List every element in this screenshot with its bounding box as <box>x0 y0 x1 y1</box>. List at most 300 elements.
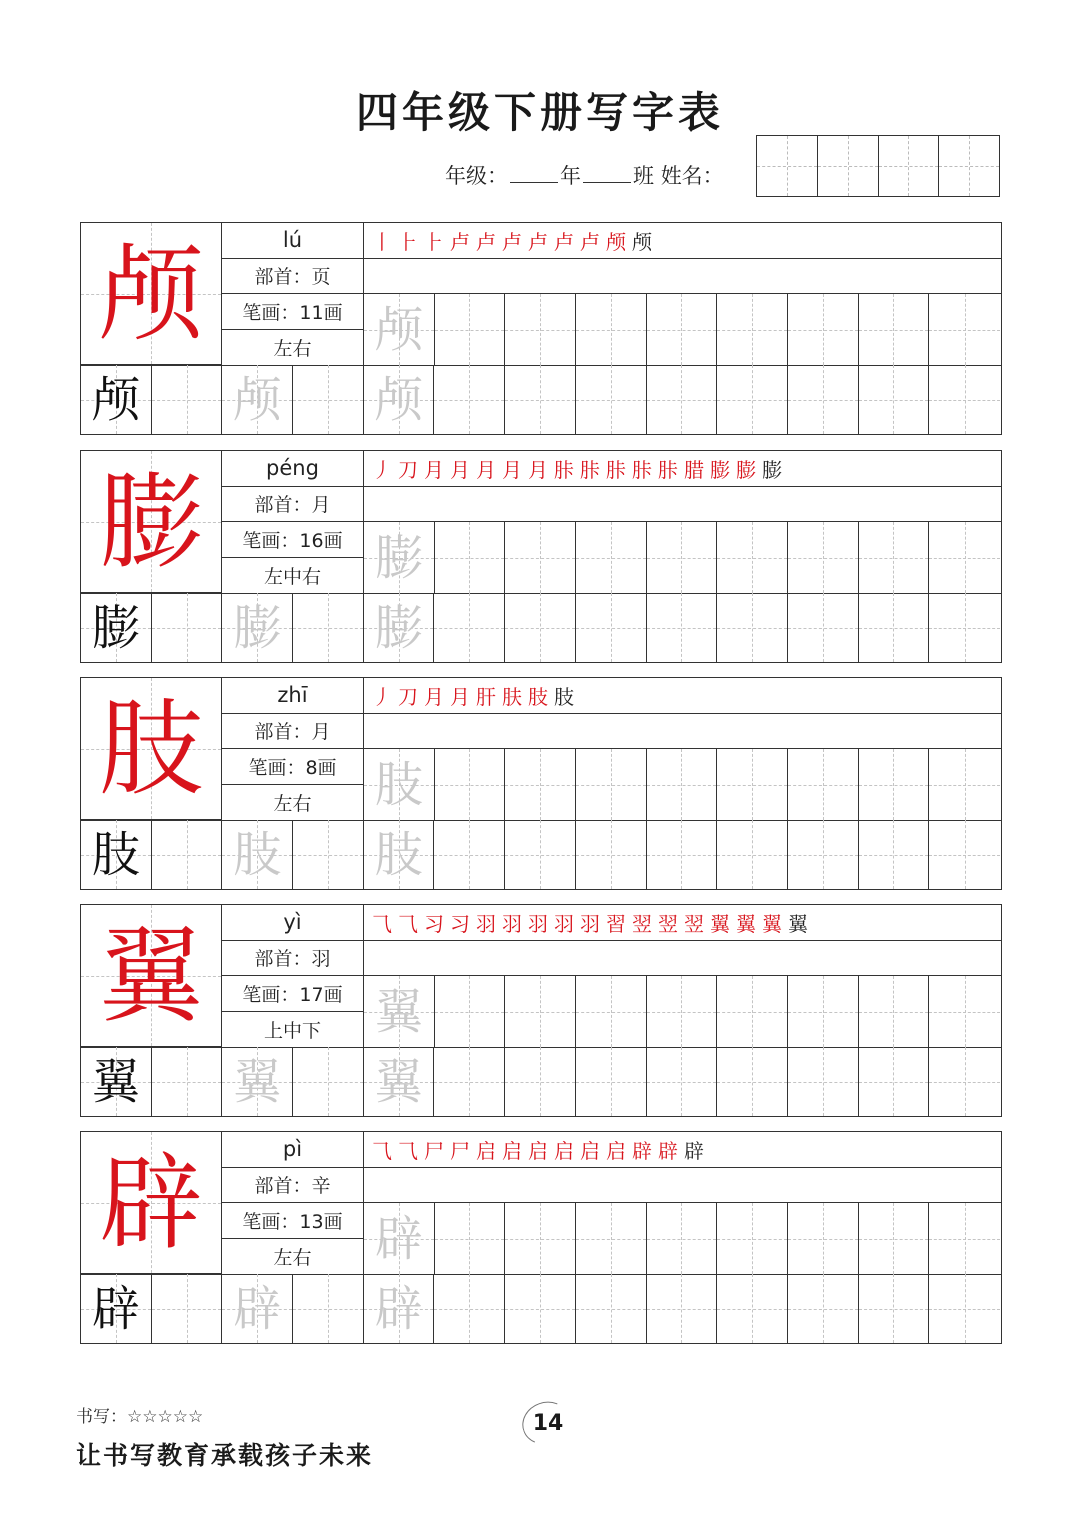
stroke-step <box>632 226 652 255</box>
practice-cell[interactable] <box>647 749 718 820</box>
practice-cell[interactable] <box>364 1274 435 1343</box>
stroke-step-glyph: 卢 <box>476 229 496 254</box>
student-info <box>445 160 724 190</box>
stroke-step <box>528 226 548 255</box>
stroke-step <box>580 1135 600 1164</box>
class-blank[interactable] <box>583 182 631 183</box>
practice-cell[interactable] <box>788 976 859 1047</box>
stroke-step <box>476 226 496 255</box>
stroke-step-glyph: 胩 <box>658 457 678 482</box>
char-block <box>80 677 1002 890</box>
stroke-step <box>710 454 730 483</box>
practice-cell[interactable] <box>929 749 1000 820</box>
practice-cell[interactable] <box>859 365 930 434</box>
stroke-order <box>364 223 1001 259</box>
practice-cell[interactable] <box>505 294 576 365</box>
stroke-step-glyph: 启 <box>502 1138 522 1163</box>
practice-cell[interactable] <box>222 1047 293 1116</box>
structure-label: 左中右 <box>263 565 321 588</box>
stroke-step-glyph: 羽 <box>580 911 600 936</box>
practice-cell[interactable] <box>929 593 1000 662</box>
practice-cell[interactable] <box>152 593 223 662</box>
practice-cell[interactable] <box>435 749 506 820</box>
practice-cell[interactable] <box>81 1047 152 1116</box>
name-boxes[interactable] <box>756 135 1000 197</box>
trace-char: 肢 <box>374 826 423 883</box>
stroke-order <box>364 1132 1001 1168</box>
model-char: 翼 <box>91 1053 140 1110</box>
practice-cell[interactable] <box>788 522 859 593</box>
practice-cell[interactable] <box>293 593 364 662</box>
practice-cell[interactable] <box>435 976 506 1047</box>
practice-cell[interactable] <box>647 1274 718 1343</box>
structure-label: 左右 <box>273 337 312 360</box>
stroke-step-glyph: 羽 <box>476 911 496 936</box>
stroke-step-glyph: 月 <box>528 457 548 482</box>
practice-cell[interactable] <box>717 820 788 889</box>
practice-cell[interactable] <box>859 1274 930 1343</box>
practice-cell[interactable] <box>576 1203 647 1274</box>
practice-cell[interactable] <box>505 522 576 593</box>
practice-cell[interactable] <box>929 365 1000 434</box>
trace-char: 翼 <box>233 1053 282 1110</box>
name-label: 姓名： <box>660 164 724 188</box>
stroke-step-glyph: 翼 <box>762 911 782 936</box>
stroke-step-glyph: 月 <box>450 457 470 482</box>
big-char: 颅 <box>98 232 203 355</box>
practice-cell[interactable] <box>152 365 223 434</box>
char-info <box>222 1132 364 1274</box>
class-label: 班 <box>633 164 654 188</box>
stroke-step-glyph: 颅 <box>606 229 626 254</box>
stroke-step <box>606 226 626 255</box>
practice-cell[interactable] <box>222 1274 293 1343</box>
practice-cell[interactable] <box>293 820 364 889</box>
practice-cell[interactable] <box>293 1274 364 1343</box>
practice-cell[interactable] <box>647 1203 718 1274</box>
practice-cell[interactable] <box>717 593 788 662</box>
blank-row <box>364 1168 1001 1204</box>
big-char-cell <box>81 223 222 365</box>
char-block <box>80 1131 1002 1344</box>
practice-cell[interactable] <box>81 820 152 889</box>
practice-cell[interactable] <box>293 365 364 434</box>
trace-char: 肢 <box>374 756 423 813</box>
trace-char: 颅 <box>233 371 282 428</box>
stroke-step-glyph: 卢 <box>580 229 600 254</box>
char-block <box>80 904 1002 1117</box>
radical-label: 部首：羽 <box>222 941 363 977</box>
practice-cell[interactable] <box>505 749 576 820</box>
stroke-step-glyph: ⺄ <box>398 911 418 936</box>
stroke-step <box>554 1135 574 1164</box>
name-box[interactable] <box>818 136 879 196</box>
practice-cell[interactable] <box>647 1047 718 1116</box>
structure-label: 左右 <box>273 792 312 815</box>
stroke-step <box>398 454 418 483</box>
name-box[interactable] <box>757 136 818 196</box>
year-blank[interactable] <box>510 182 558 183</box>
big-char-cell <box>81 451 222 593</box>
stroke-step-glyph: ⺄ <box>372 911 392 936</box>
slogan: 让书写教育承载孩子未来 <box>76 1441 374 1470</box>
practice-cell[interactable] <box>717 294 788 365</box>
practice-cell[interactable] <box>788 294 859 365</box>
stroke-step-glyph: 肤 <box>502 684 522 709</box>
practice-cell[interactable] <box>929 1047 1000 1116</box>
stroke-step <box>476 681 496 710</box>
char-info <box>222 451 364 593</box>
year-label: 年 <box>560 164 581 188</box>
practice-cell[interactable] <box>859 976 930 1047</box>
stroke-step-glyph: 丨 <box>372 229 392 254</box>
stroke-step-glyph: 刀 <box>398 684 418 709</box>
stroke-step <box>502 908 522 937</box>
practice-cell[interactable] <box>434 1274 505 1343</box>
trace-char: 颅 <box>374 301 423 358</box>
trace-char: 膨 <box>233 599 282 656</box>
stroke-step-glyph: 肢 <box>554 684 574 709</box>
practice-cell[interactable] <box>364 522 435 593</box>
model-char: 肢 <box>91 826 140 883</box>
practice-cell[interactable] <box>859 294 930 365</box>
stroke-step-glyph: 膨 <box>762 457 782 482</box>
practice-cell[interactable] <box>435 294 506 365</box>
stroke-step-glyph: 卢 <box>528 229 548 254</box>
stroke-step-glyph: 胩 <box>606 457 626 482</box>
practice-cell[interactable] <box>434 593 505 662</box>
structure-label: 上中下 <box>263 1019 321 1042</box>
grade-label: 年级： <box>445 164 508 188</box>
practice-cell[interactable] <box>929 976 1000 1047</box>
stroke-step <box>502 226 522 255</box>
name-box[interactable] <box>879 136 940 196</box>
practice-cell[interactable] <box>364 1047 435 1116</box>
stroke-step-glyph: 翌 <box>658 911 678 936</box>
practice-cell[interactable] <box>576 522 647 593</box>
stroke-step <box>658 1135 678 1164</box>
stroke-step <box>684 454 704 483</box>
practice-cell[interactable] <box>505 1274 576 1343</box>
stroke-step <box>684 1135 704 1164</box>
trace-char: 膨 <box>374 529 423 586</box>
stroke-step <box>554 454 574 483</box>
stroke-step-glyph: 胩 <box>632 457 652 482</box>
stroke-step-glyph: 习 <box>450 911 470 936</box>
practice-cell[interactable] <box>364 1203 435 1274</box>
practice-cell[interactable] <box>364 976 435 1047</box>
stroke-step-glyph: 羽 <box>554 911 574 936</box>
stroke-step <box>528 1135 548 1164</box>
stroke-step <box>554 681 574 710</box>
stroke-step <box>372 1135 392 1164</box>
practice-cell[interactable] <box>81 593 152 662</box>
stroke-step <box>580 908 600 937</box>
practice-cell[interactable] <box>152 820 223 889</box>
stroke-step <box>580 226 600 255</box>
practice-cell[interactable] <box>576 1274 647 1343</box>
practice-cell[interactable] <box>717 1274 788 1343</box>
practice-cell[interactable] <box>859 522 930 593</box>
practice-cell[interactable] <box>788 365 859 434</box>
stroke-order <box>364 451 1001 487</box>
practice-cell[interactable] <box>152 1274 223 1343</box>
stroke-step <box>398 1135 418 1164</box>
stroke-step <box>502 454 522 483</box>
stroke-step <box>528 681 548 710</box>
practice-cell[interactable] <box>788 749 859 820</box>
radical-label: 部首：月 <box>222 487 363 523</box>
page-number <box>520 1402 576 1444</box>
stroke-count-label: 笔画：11画 <box>222 294 363 330</box>
name-box[interactable] <box>939 136 999 196</box>
practice-cell[interactable] <box>505 976 576 1047</box>
stroke-step <box>450 681 470 710</box>
stroke-step <box>398 908 418 937</box>
stroke-step <box>424 226 444 255</box>
practice-cell[interactable] <box>929 820 1000 889</box>
practice-cell[interactable] <box>435 522 506 593</box>
practice-cell[interactable] <box>859 820 930 889</box>
stroke-step <box>424 1135 444 1164</box>
practice-cell[interactable] <box>505 1203 576 1274</box>
stroke-step <box>788 908 808 937</box>
rating-label: 书写：☆☆☆☆☆ <box>76 1407 204 1427</box>
stroke-step-glyph: 翌 <box>684 911 704 936</box>
practice-cell[interactable] <box>435 1203 506 1274</box>
stroke-step-glyph: 卢 <box>502 229 522 254</box>
model-char: 膨 <box>91 599 140 656</box>
stroke-step <box>658 454 678 483</box>
practice-cell[interactable] <box>576 820 647 889</box>
practice-cell[interactable] <box>859 749 930 820</box>
trace-char: 肢 <box>233 826 282 883</box>
pinyin-label: zhī <box>222 678 363 714</box>
practice-cell[interactable] <box>222 593 293 662</box>
practice-cell[interactable] <box>434 1047 505 1116</box>
char-block <box>80 450 1002 663</box>
practice-cell[interactable] <box>152 1047 223 1116</box>
stroke-step <box>372 226 392 255</box>
practice-cell[interactable] <box>364 365 435 434</box>
practice-cell[interactable] <box>434 365 505 434</box>
stroke-step-glyph: 翼 <box>788 911 808 936</box>
stroke-step <box>736 454 756 483</box>
stroke-step-glyph: ⺊ <box>398 229 418 254</box>
practice-cell[interactable] <box>81 365 152 434</box>
stroke-order <box>364 905 1001 941</box>
model-char: 辟 <box>91 1280 140 1337</box>
stroke-count-label: 笔画：8画 <box>222 749 363 785</box>
structure-label: 左右 <box>273 1246 312 1269</box>
stroke-step <box>606 1135 626 1164</box>
stroke-step-glyph: 辟 <box>632 1138 652 1163</box>
model-char: 颅 <box>91 371 140 428</box>
practice-cell[interactable] <box>717 1203 788 1274</box>
stroke-step <box>502 681 522 710</box>
practice-cell[interactable] <box>788 1274 859 1343</box>
blank-row <box>364 259 1001 295</box>
stroke-step-glyph: 胩 <box>554 457 574 482</box>
practice-cell[interactable] <box>364 593 435 662</box>
stroke-step-glyph: 启 <box>554 1138 574 1163</box>
stroke-step-glyph: 尸 <box>450 1138 470 1163</box>
char-info <box>222 223 364 365</box>
practice-cell[interactable] <box>717 976 788 1047</box>
practice-cell[interactable] <box>576 1047 647 1116</box>
stroke-step <box>710 908 730 937</box>
trace-char: 翼 <box>374 983 423 1040</box>
blank-row <box>364 941 1001 977</box>
stroke-count-label: 笔画：17画 <box>222 976 363 1012</box>
radical-label: 部首：月 <box>222 714 363 750</box>
stroke-step <box>476 454 496 483</box>
big-char-cell <box>81 678 222 820</box>
practice-cell[interactable] <box>717 522 788 593</box>
practice-cell[interactable] <box>576 294 647 365</box>
trace-char: 膨 <box>374 599 423 656</box>
big-char-cell <box>81 1132 222 1274</box>
practice-cell[interactable] <box>364 820 435 889</box>
stroke-step-glyph: 辟 <box>658 1138 678 1163</box>
practice-cell[interactable] <box>505 1047 576 1116</box>
big-char: 肢 <box>98 687 203 810</box>
stroke-step <box>528 908 548 937</box>
stroke-step-glyph: 胩 <box>580 457 600 482</box>
trace-char: 颅 <box>374 371 423 428</box>
practice-cell[interactable] <box>929 522 1000 593</box>
stroke-step-glyph: 丿 <box>372 457 392 482</box>
stroke-step <box>658 908 678 937</box>
trace-char: 翼 <box>374 1053 423 1110</box>
stroke-step <box>398 226 418 255</box>
stroke-step-glyph: 膨 <box>710 457 730 482</box>
practice-cell[interactable] <box>859 593 930 662</box>
stroke-step <box>372 454 392 483</box>
char-block <box>80 222 1002 435</box>
practice-cell[interactable] <box>293 1047 364 1116</box>
stroke-step-glyph: 翼 <box>710 911 730 936</box>
stroke-step <box>372 681 392 710</box>
stroke-step <box>632 908 652 937</box>
stroke-step-glyph: 颅 <box>632 229 652 254</box>
pinyin-label: péng <box>222 451 363 487</box>
stroke-order <box>364 678 1001 714</box>
stroke-step <box>736 908 756 937</box>
practice-cell[interactable] <box>788 1203 859 1274</box>
stroke-step-glyph: ⺄ <box>372 1138 392 1163</box>
stroke-count-label: 笔画：13画 <box>222 1203 363 1239</box>
stroke-step <box>476 1135 496 1164</box>
stroke-step-glyph: 翼 <box>736 911 756 936</box>
big-char: 翼 <box>98 914 203 1037</box>
stroke-step-glyph: 腊 <box>684 457 704 482</box>
practice-cell[interactable] <box>929 1203 1000 1274</box>
practice-cell[interactable] <box>647 294 718 365</box>
practice-cell[interactable] <box>717 365 788 434</box>
big-char-cell <box>81 905 222 1047</box>
stroke-step <box>684 908 704 937</box>
stroke-step <box>528 454 548 483</box>
practice-cell[interactable] <box>647 820 718 889</box>
practice-cell[interactable] <box>81 1274 152 1343</box>
stroke-step-glyph: 尸 <box>424 1138 444 1163</box>
stroke-step-glyph: 翌 <box>632 911 652 936</box>
stroke-step-glyph: 启 <box>606 1138 626 1163</box>
practice-cell[interactable] <box>717 1047 788 1116</box>
practice-cell[interactable] <box>647 522 718 593</box>
practice-cell[interactable] <box>859 1203 930 1274</box>
stroke-step-glyph: 卢 <box>450 229 470 254</box>
page-title: 四年级下册写字表 <box>355 88 724 137</box>
trace-char: 辟 <box>374 1210 423 1267</box>
pinyin-label: lú <box>222 223 363 259</box>
stroke-step-glyph: 月 <box>450 684 470 709</box>
stroke-step-glyph: 肝 <box>476 684 496 709</box>
big-char: 辟 <box>98 1141 203 1264</box>
practice-cell[interactable] <box>576 749 647 820</box>
stroke-step-glyph: ⺊ <box>424 229 444 254</box>
practice-cell[interactable] <box>717 749 788 820</box>
stroke-step <box>424 681 444 710</box>
stroke-step <box>450 454 470 483</box>
practice-cell[interactable] <box>222 365 293 434</box>
stroke-step <box>606 454 626 483</box>
stroke-step <box>398 681 418 710</box>
stroke-step-glyph: 卢 <box>554 229 574 254</box>
stroke-step <box>606 908 626 937</box>
stroke-step <box>450 226 470 255</box>
practice-cell[interactable] <box>859 1047 930 1116</box>
big-char: 膨 <box>98 460 203 583</box>
practice-cell[interactable] <box>505 365 576 434</box>
stroke-step <box>632 454 652 483</box>
practice-cell[interactable] <box>364 749 435 820</box>
practice-cell[interactable] <box>505 593 576 662</box>
stroke-step <box>424 908 444 937</box>
stroke-step-glyph: 启 <box>580 1138 600 1163</box>
stroke-step-glyph: 刀 <box>398 457 418 482</box>
stroke-step <box>580 454 600 483</box>
stroke-step <box>476 908 496 937</box>
page-number-text: 14 <box>532 1410 564 1436</box>
practice-cell[interactable] <box>505 820 576 889</box>
stroke-step <box>554 908 574 937</box>
practice-cell[interactable] <box>647 365 718 434</box>
stroke-step <box>632 1135 652 1164</box>
practice-cell[interactable] <box>647 593 718 662</box>
practice-cell[interactable] <box>576 976 647 1047</box>
practice-cell[interactable] <box>647 976 718 1047</box>
practice-cell[interactable] <box>576 593 647 662</box>
practice-cell[interactable] <box>222 820 293 889</box>
trace-char: 辟 <box>374 1280 423 1337</box>
practice-cell[interactable] <box>929 1274 1000 1343</box>
practice-cell[interactable] <box>434 820 505 889</box>
blank-row <box>364 714 1001 750</box>
radical-label: 部首：辛 <box>222 1168 363 1204</box>
practice-cell[interactable] <box>788 593 859 662</box>
stroke-step <box>762 454 782 483</box>
practice-cell[interactable] <box>788 820 859 889</box>
stroke-step-glyph: 習 <box>606 911 626 936</box>
pinyin-label: yì <box>222 905 363 941</box>
practice-cell[interactable] <box>576 365 647 434</box>
practice-cell[interactable] <box>364 294 435 365</box>
stroke-step <box>372 908 392 937</box>
practice-cell[interactable] <box>788 1047 859 1116</box>
practice-cell[interactable] <box>929 294 1000 365</box>
